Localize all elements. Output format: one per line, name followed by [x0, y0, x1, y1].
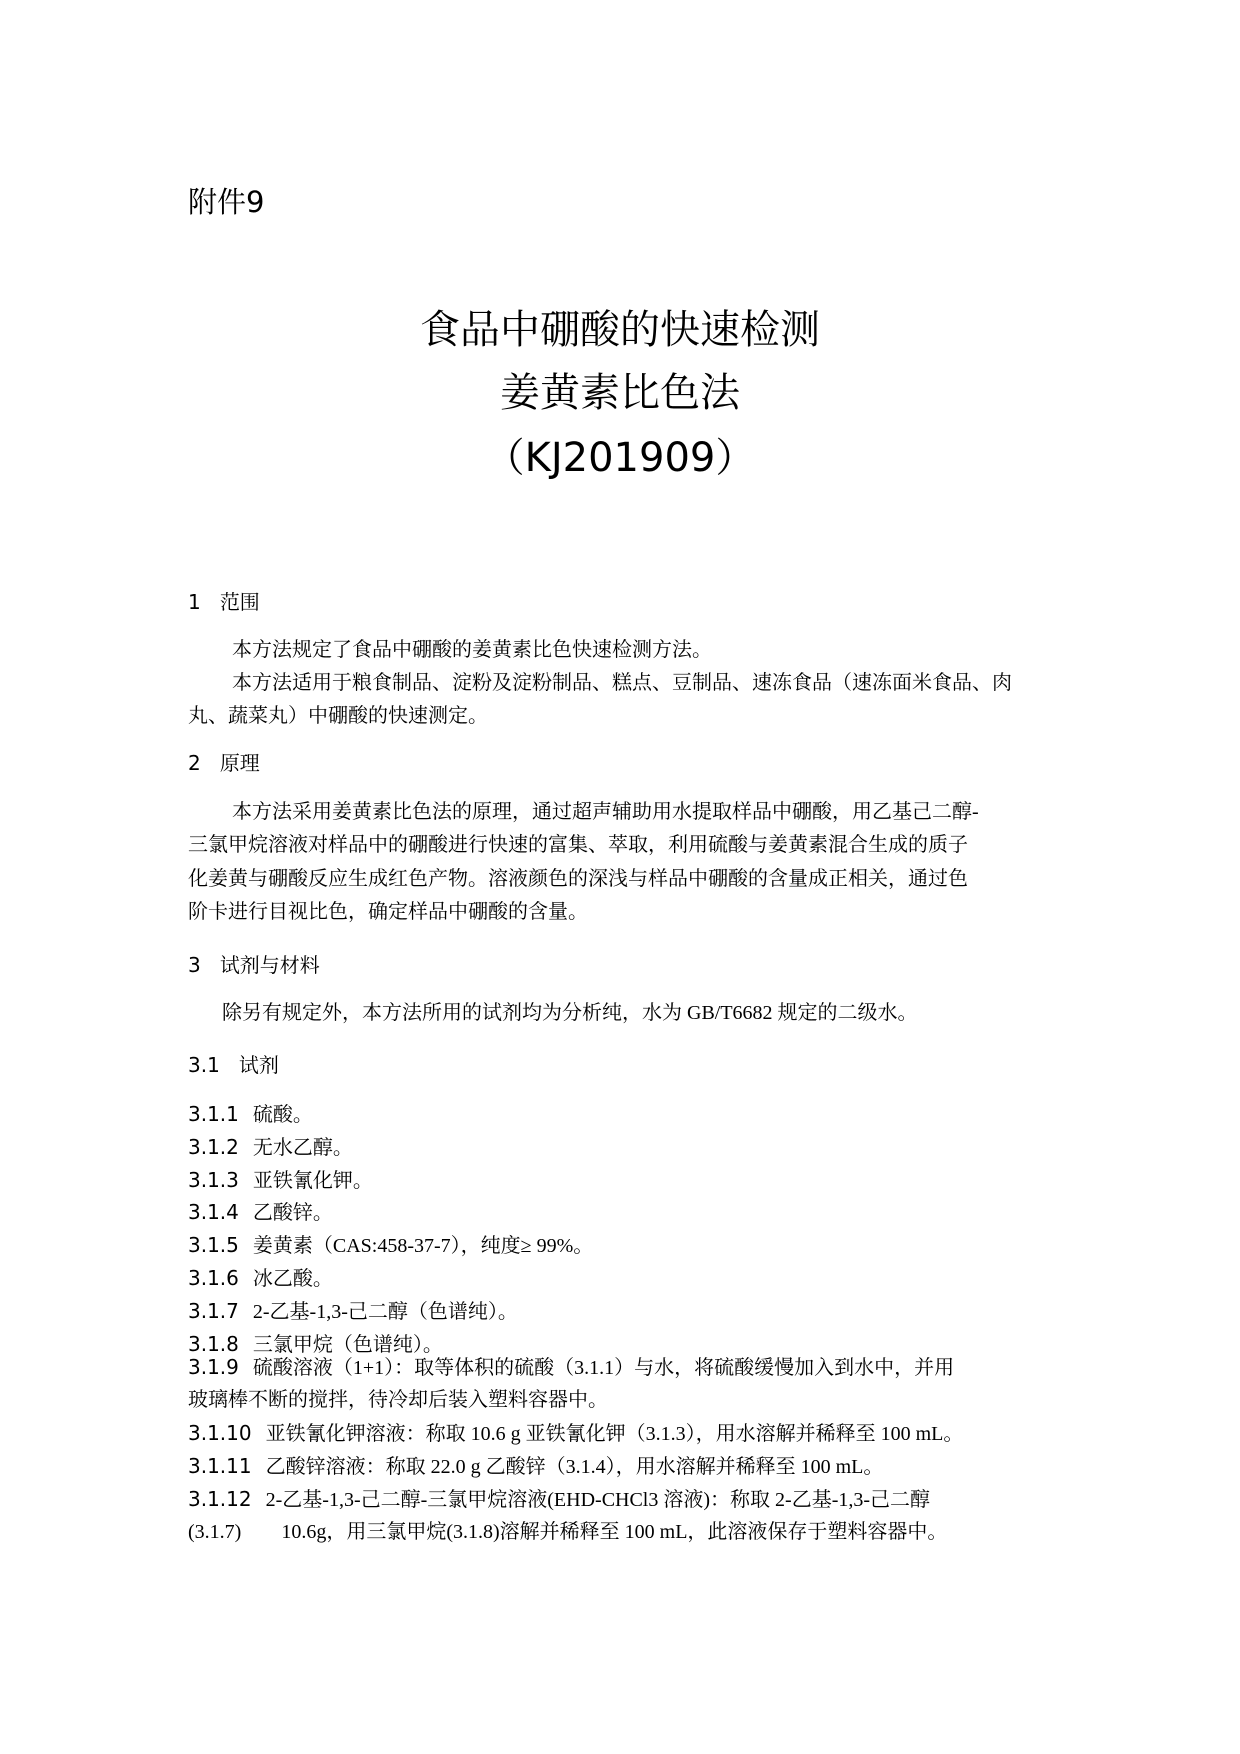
reagent-item-text: 乙酸锌。: [252, 1202, 333, 1224]
reagent-item: [188, 1421, 963, 1446]
reagent-item-text: 亚铁氰化钾溶液：称取 10.6 g 亚铁氰化钾（3.1.3），用水溶解并稀释至 100 mL。: [265, 1423, 964, 1445]
section-number: 2: [188, 751, 201, 775]
reagent-item-number: 3.1.5: [188, 1233, 239, 1257]
doc-title: 食品中硼酸的快速检测: [420, 307, 820, 353]
section-title: 原理: [219, 751, 260, 775]
reagent-item-number: 3.1.11: [188, 1454, 252, 1478]
paragraph-line: 本方法采用姜黄素比色法的原理，通过超声辅助用水提取样品中硼酸，用乙基己二醇-: [232, 801, 979, 823]
reagent-item-text: 硫酸溶液（1+1）：取等体积的硫酸（3.1.1）与水，将硫酸缓慢加入到水中，并用: [252, 1357, 955, 1379]
reagent-item-number: 3.1.7: [188, 1299, 239, 1323]
section-number: 3.1: [188, 1053, 220, 1077]
reagent-item: [188, 1266, 333, 1291]
reagent-item-number: 3.1.2: [188, 1135, 239, 1159]
reagent-item: [188, 1355, 954, 1380]
paragraph-line: 本方法适用于粮食制品、淀粉及淀粉制品、糕点、豆制品、速冻食品（速冻面米食品、肉: [232, 672, 1012, 694]
reagent-item-number: 3.1.6: [188, 1266, 239, 1290]
section-title: 范围: [219, 590, 260, 614]
reagent-item-number: 3.1.3: [188, 1168, 239, 1192]
reagent-item-text: 姜黄素（CAS:458-37-7），纯度≥ 99%。: [252, 1235, 594, 1257]
reagent-item-text: 无水乙醇。: [252, 1137, 353, 1159]
reagent-item-number: 3.1.1: [188, 1102, 239, 1126]
section-title: 试剂与材料: [219, 953, 320, 977]
reagent-item-number: 3.1.4: [188, 1200, 239, 1224]
reagent-item: [188, 1200, 333, 1225]
reagent-item-text: 亚铁氰化钾。: [252, 1170, 373, 1192]
reagent-item-number: 3.1.8: [188, 1332, 239, 1356]
reagent-item: [188, 1233, 593, 1258]
reagent-item-text: 三氯甲烷（色谱纯）。: [252, 1334, 443, 1356]
annex-label: 附件9: [188, 185, 265, 219]
paragraph-line: 丸、蔬菜丸）中硼酸的快速测定。: [188, 705, 488, 727]
section-title: 试剂: [238, 1053, 279, 1077]
reagent-item: [188, 1487, 930, 1512]
section-3-1-heading: [188, 1053, 279, 1077]
reagent-item-text: 2-乙基-1,3-己二醇（色谱纯）。: [252, 1301, 518, 1323]
reagent-item-text: 硫酸。: [252, 1104, 313, 1126]
reagent-item: [188, 1102, 313, 1127]
reagent-item-number: 3.1.10: [188, 1421, 252, 1445]
doc-code: （KJ201909）: [484, 435, 756, 481]
reagent-item-text: 2-乙基-1,3-己二醇-三氯甲烷溶液(EHD-CHCl3 溶液)：称取 2-乙基-1,3-己二醇: [265, 1489, 931, 1511]
paragraph-line: 除另有规定外，本方法所用的试剂均为分析纯，水为 GB/T6682 规定的二级水。: [222, 1002, 918, 1024]
reagent-item: [188, 1454, 883, 1479]
paragraph-line: 阶卡进行目视比色，确定样品中硼酸的含量。: [188, 901, 588, 923]
section-2-heading: [188, 751, 260, 775]
paragraph-line: 本方法规定了食品中硼酸的姜黄素比色快速检测方法。: [232, 639, 712, 661]
reagent-item-continuation: 玻璃棒不断的搅拌，待冷却后装入塑料容器中。: [188, 1389, 608, 1411]
reagent-item: [188, 1299, 518, 1324]
reagent-item: [188, 1168, 373, 1193]
reagent-item-number: 3.1.9: [188, 1355, 239, 1379]
reagent-item: [188, 1135, 353, 1160]
reagent-item-number: 3.1.12: [188, 1487, 252, 1511]
paragraph-line: 三氯甲烷溶液对样品中的硼酸进行快速的富集、萃取，利用硫酸与姜黄素混合生成的质子: [188, 834, 968, 856]
reagent-item-text: 冰乙酸。: [252, 1268, 333, 1290]
reagent-item: [188, 1332, 443, 1357]
section-number: 3: [188, 953, 201, 977]
section-3-heading: [188, 953, 320, 977]
section-number: 1: [188, 590, 201, 614]
section-1-heading: [188, 590, 260, 614]
paragraph-line: 化姜黄与硼酸反应生成红色产物。溶液颜色的深浅与样品中硼酸的含量成正相关，通过色: [188, 868, 968, 890]
reagent-item-continuation: (3.1.7) 10.6g，用三氯甲烷(3.1.8)溶解并稀释至 100 mL，此溶液保存于塑料容器中。: [188, 1521, 948, 1543]
reagent-item-text: 乙酸锌溶液：称取 22.0 g 乙酸锌（3.1.4），用水溶解并稀释至 100 mL。: [265, 1456, 884, 1478]
doc-subtitle: 姜黄素比色法: [500, 370, 740, 416]
